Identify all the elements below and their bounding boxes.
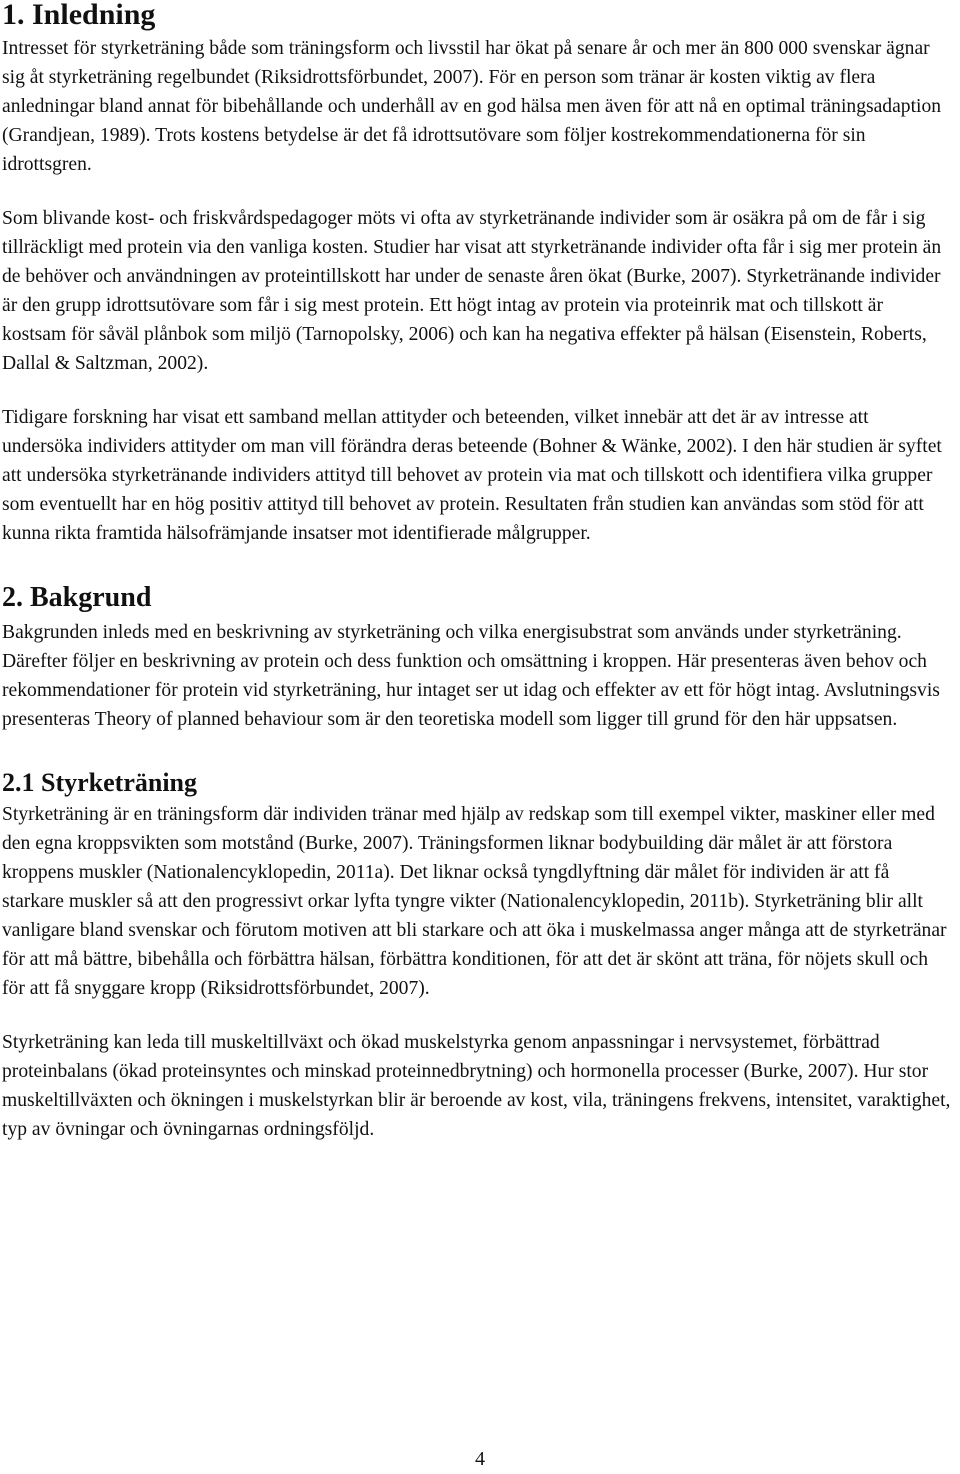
paragraph-inledning-1: Intresset för styrketräning både som träningsform och livsstil har ökat på senare år och mer än 800 000 svenskar ägnar sig åt styrketräning regelbundet (Riksidrottsförbundet, 2007). För en person som tränar är kosten viktig av flera anledningar bland annat för bibehållande och underhåll av en god hälsa men även för att nå en optimal träningsadaption (Grandjean, 1989). Trots kostens betydelse är det få idrottsutövare som följer kostrekommendationerna för sin idrottsgren. xyxy=(2,38,942,175)
paragraph-styrketraning-1: Styrketräning är en träningsform där individen tränar med hjälp av redskap som till exempel vikter, maskiner eller med den egna kroppsvikten som motstånd (Burke, 2007). Träningsformen liknar bodybuilding där målet är att förstora kroppens muskler (Nationalencyklopedin, 2011a). Det liknar också tyngdlyftning där målet för individen är att få starkare muskler så att den progressivt orkar lyfta tyngre vikter (Nationalencyklopedin, 2011b). Styrketräning blir allt vanligare bland svenskar och förutom motiven att bli starkare och att öka i muskelmassa anger många att de styrketränar för att må bättre, bibehålla och förbättra hälsan, förbättra konditionen, för att det är skönt att träna, för nöjets skull och för att få snyggare kropp (Riksidrottsförbundet, 2007). xyxy=(2,804,947,999)
section-heading-bakgrund: 2. Bakgrund xyxy=(2,582,152,613)
page-number: 4 xyxy=(475,1448,485,1470)
paragraph-inledning-3: Tidigare forskning har visat ett samband mellan attityder och beteenden, vilket innebär att det är av intresse att undersöka individers attityder om man vill förändra deras beteende (Bohner & Wänke, 2002). I den här studien är syftet att undersöka styrketränande individers attityd till behovet av protein via mat och tillskott och identifiera vilka grupper som eventuellt har en hög positiv attityd till behovet av protein. Resultaten från studien kan användas som stöd för att kunna rikta framtida hälsofrämjande insatser mot identifierade målgrupper. xyxy=(2,407,942,544)
section-heading-inledning: 1. Inledning xyxy=(2,0,156,31)
section-heading-styrketraning: 2.1 Styrketräning xyxy=(2,768,197,797)
paragraph-inledning-2: Som blivande kost- och friskvårdspedagoger möts vi ofta av styrketränande individer som är osäkra på om de får i sig tillräckligt med protein via den vanliga kosten. Studier har visat att styrketränande individer ofta får i sig mer protein än de behöver och användningen av proteintillskott har under de senaste åren ökat (Burke, 2007). Styrketränande individer är den grupp idrottsutövare som får i sig mest protein. Ett högt intag av protein via proteinrik mat och tillskott är kostsam för såväl plånbok som miljö (Tarnopolsky, 2006) och kan ha negativa effekter på hälsan (Eisenstein, Roberts, Dallal & Saltzman, 2002). xyxy=(2,208,942,374)
paragraph-bakgrund: Bakgrunden inleds med en beskrivning av styrketräning och vilka energisubstrat som används under styrketräning. Därefter följer en beskrivning av protein och dess funktion och omsättning i kroppen. Här presenteras även behov och rekommendationer för protein vid styrketräning, hur intaget ser ut idag och effekter av ett för högt intag. Avslutningsvis presenteras Theory of planned behaviour som är den teoretiska modell som ligger till grund för den här uppsatsen. xyxy=(2,622,940,730)
paragraph-styrketraning-2: Styrketräning kan leda till muskeltillväxt och ökad muskelstyrka genom anpassningar i nervsystemet, förbättrad proteinbalans (ökad proteinsyntes och minskad proteinnedbrytning) och hormonella processer (Burke, 2007). Hur stor muskeltillväxten och ökningen i muskelstyrkan blir är beroende av kost, vila, träningens frekvens, intensitet, varaktighet, typ av övningar och övningarnas ordningsföljd. xyxy=(2,1032,951,1140)
